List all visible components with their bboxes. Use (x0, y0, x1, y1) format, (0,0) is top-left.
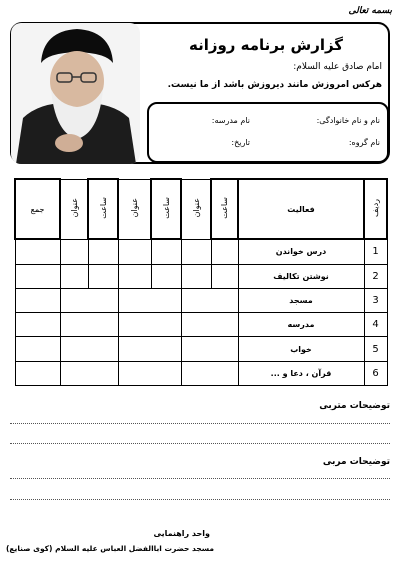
unit-name: واحد راهنمایی (153, 529, 210, 538)
row-number: 4 (364, 313, 387, 337)
table-row (15, 361, 387, 385)
cell[interactable] (60, 239, 88, 264)
cell[interactable] (118, 313, 181, 337)
header-title-2: عنوان (118, 179, 151, 239)
total-cell[interactable] (15, 288, 60, 312)
activity-label: نوشتن تکالیف (238, 264, 364, 288)
cell[interactable] (181, 239, 211, 264)
table-row (15, 288, 387, 312)
coach-notes-line-2[interactable] (10, 443, 390, 444)
total-cell[interactable] (15, 313, 60, 337)
cell[interactable] (181, 288, 238, 312)
cell[interactable] (60, 264, 88, 288)
mosque-name: مسجد حضرت اباالفضل العباس علیه السلام (کوی صنایع) (6, 544, 215, 553)
quote-text: هرکس امروزش مانند دیروزش باشد از ما نیست. (167, 80, 382, 90)
group-field-label: نام گروه: (348, 138, 380, 147)
activity-label: مدرسه (238, 313, 364, 337)
total-cell[interactable] (15, 337, 60, 361)
cell[interactable] (60, 337, 118, 361)
cell[interactable] (88, 239, 118, 264)
cell[interactable] (151, 264, 181, 288)
row-number: 3 (364, 288, 387, 312)
header-activity: فعالیت (238, 179, 364, 239)
header-total: جمع (15, 179, 60, 239)
cell[interactable] (181, 361, 238, 385)
mentor-notes-line-1[interactable] (10, 478, 390, 479)
cell[interactable] (60, 313, 118, 337)
activity-label: درس خواندن (238, 239, 364, 264)
cell[interactable] (60, 288, 118, 312)
coach-notes-line-1[interactable] (10, 423, 390, 424)
header-time-3: ساعت (88, 179, 118, 239)
coach-notes-label: توضیحات متربی (319, 401, 390, 411)
row-number: 2 (364, 264, 387, 288)
cell[interactable] (211, 239, 238, 264)
total-cell[interactable] (15, 361, 60, 385)
row-number: 6 (364, 361, 387, 385)
header-title-1: عنوان (181, 179, 211, 239)
activity-label: مسجد (238, 288, 364, 312)
cell[interactable] (211, 264, 238, 288)
cell[interactable] (60, 361, 118, 385)
cell[interactable] (151, 239, 181, 264)
activity-table (14, 178, 386, 386)
total-cell[interactable] (15, 239, 60, 264)
info-frame (147, 102, 389, 163)
header-time-1: ساعت (211, 179, 238, 239)
total-cell[interactable] (15, 264, 60, 288)
quote-attribution: امام صادق علیه السلام: (293, 62, 382, 72)
header-time-2: ساعت (151, 179, 181, 239)
cell[interactable] (118, 239, 151, 264)
table-row (15, 264, 387, 288)
cell[interactable] (181, 337, 238, 361)
table-row (15, 337, 387, 361)
row-number: 1 (364, 239, 387, 264)
cell[interactable] (118, 361, 181, 385)
table-row (15, 313, 387, 337)
cell[interactable] (181, 313, 238, 337)
cell[interactable] (118, 288, 181, 312)
cell[interactable] (118, 264, 151, 288)
mentor-notes-label: توضیحات مربی (322, 457, 390, 467)
row-number: 5 (364, 337, 387, 361)
cell[interactable] (181, 264, 211, 288)
header-row: ردیف (364, 179, 387, 239)
school-field-label: نام مدرسه: (211, 116, 250, 125)
cell[interactable] (118, 337, 181, 361)
date-field-label: تاریخ: (231, 138, 250, 147)
mentor-notes-line-2[interactable] (10, 499, 390, 500)
activity-label: خواب (238, 337, 364, 361)
cell[interactable] (88, 264, 118, 288)
bismillah-text: بسمه تعالی (348, 6, 392, 16)
header-title-3: عنوان (60, 179, 88, 239)
name-field-label: نام و نام خانوادگی: (316, 116, 380, 125)
activity-label: قرآن ، دعا و ... (238, 361, 364, 385)
portrait-image (11, 23, 140, 164)
table-row (15, 239, 387, 264)
page-title: گزارش برنامه روزانه (188, 36, 344, 54)
